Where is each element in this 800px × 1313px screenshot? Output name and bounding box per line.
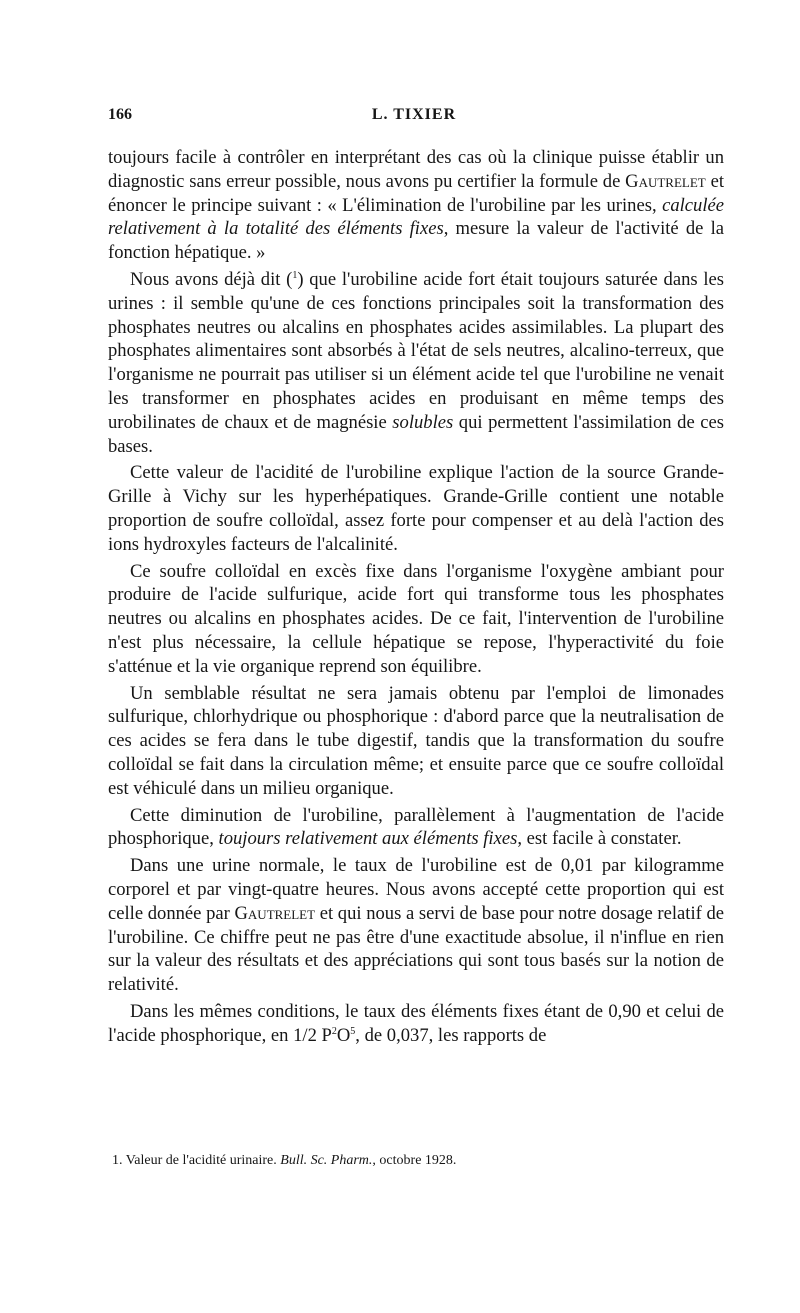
paragraph-6 bbox=[108, 804, 724, 852]
superscript: 5 bbox=[350, 1025, 356, 1037]
text-run: Dans une urine normale, le taux de l'urobiline est de 0,01 par kilogramme corporel et par vingt-quatre heures. Nous avons accepté cette proportion qui est celle donnée par bbox=[108, 855, 724, 924]
paragraph-2 bbox=[108, 268, 724, 458]
footnote-number: 1. bbox=[112, 1153, 123, 1168]
footnote bbox=[112, 1152, 724, 1170]
text-run: , est facile à constater. bbox=[517, 828, 682, 850]
text-run: Cette diminution de l'urobiline, parallèlement à l'augmentation de l'acide phosphorique, bbox=[108, 804, 724, 850]
paragraph-1 bbox=[108, 146, 724, 265]
text-run: toujours facile à contrôler en interprétant des cas où la clinique puisse établir un diagnostic sans erreur possible, nous avons pu certifier la formule de bbox=[108, 147, 724, 192]
author-name: Gautrelet bbox=[625, 170, 706, 192]
journal-title: Bull. Sc. Pharm. bbox=[280, 1153, 373, 1168]
page-header bbox=[108, 106, 720, 130]
text-run: Valeur de l'acidité urinaire. bbox=[125, 1153, 281, 1168]
text-run: O bbox=[336, 1024, 351, 1046]
footnote-ref: 1 bbox=[292, 269, 298, 281]
text-run: qui permettent l'assimilation de ces bases. bbox=[108, 411, 724, 457]
emphasis: calculée relativement à la totalité des éléments fixes bbox=[108, 194, 724, 240]
text-run: Dans les mêmes conditions, le taux des éléments fixes étant de 0,90 et celui de l'acide phosphorique, en 1/2 P bbox=[108, 1000, 724, 1046]
text-run: et qui nous a servi de base pour notre dosage relatif de l'urobiline. Ce chiffre peut ne pas être d'une exactitude absolue, il n'influe en rien sur la valeur des résultats et des appréciations qui sont tous basés sur la notion de relativité. bbox=[108, 902, 725, 996]
paragraph-3: Cette valeur de l'acidité de l'urobiline explique l'action de la source Grande-Grille à Vichy sur les hyperhépatiques. Grande-Grille contient une notable proportion de soufre colloïdal, assez forte pour compenser et au delà l'action des ions hydroxyles facteurs de l'alcalinité. bbox=[108, 462, 724, 555]
text-run: ) que l'urobiline acide fort était toujours saturée dans les urines : il semble qu'une de ces fonctions principales soit la transformation des phosphates neutres ou alcalins en phosphates acides assimilables. La plupart des phosphates alimentaires sont absorbés à l'état de sels neutres, alcalino-terreux, que l'organisme ne pourrait pas utiliser si un élément acide tel que l'urobiline ne venait les transformer en phosphates acides en produisant en même temps des urobilinates de chaux et de magnésie bbox=[108, 268, 724, 433]
body-text bbox=[108, 146, 724, 1050]
emphasis: toujours relativement aux éléments fixes bbox=[218, 828, 518, 850]
text-run: , octobre 1928. bbox=[372, 1153, 457, 1168]
running-title: L. TIXIER bbox=[371, 106, 457, 123]
paragraph-7 bbox=[108, 854, 724, 997]
text-run: , mesure la valeur de l'activité de la fonction hépatique. » bbox=[108, 218, 724, 264]
superscript: 2 bbox=[331, 1025, 337, 1037]
author-name: Gautrelet bbox=[234, 902, 316, 924]
text-run: , de 0,037, les rapports de bbox=[355, 1024, 547, 1046]
paragraph-8 bbox=[108, 1000, 724, 1048]
page-number: 166 bbox=[108, 106, 132, 123]
paragraph-5: Un semblable résultat ne sera jamais obtenu par l'emploi de limonades sulfurique, chlorhydrique ou phosphorique : d'abord parce que la neutralisation de ces acides se fera dans le tube digestif, tandis que la transformation du soufre colloïdal se fait dans la circulation même; et ensuite parce que ce soufre colloïdal est véhiculé dans un milieu organique. bbox=[108, 682, 724, 799]
text-run: Nous avons déjà dit ( bbox=[130, 268, 293, 290]
paragraph-4: Ce soufre colloïdal en excès fixe dans l'organisme l'oxygène ambiant pour produire de l'acide sulfurique, acide fort qui transforme tous les phosphates neutres ou alcalins en phosphates acides. De ce fait, l'intervention de l'urobiline n'est plus nécessaire, la cellule hépatique se repose, l'hyperactivité du foie s'atténue et la vie organique reprend son équilibre. bbox=[108, 560, 724, 677]
emphasis: solubles bbox=[392, 411, 454, 433]
text-run: et énoncer le principe suivant : « L'élimination de l'urobiline par les urines, bbox=[108, 170, 724, 216]
